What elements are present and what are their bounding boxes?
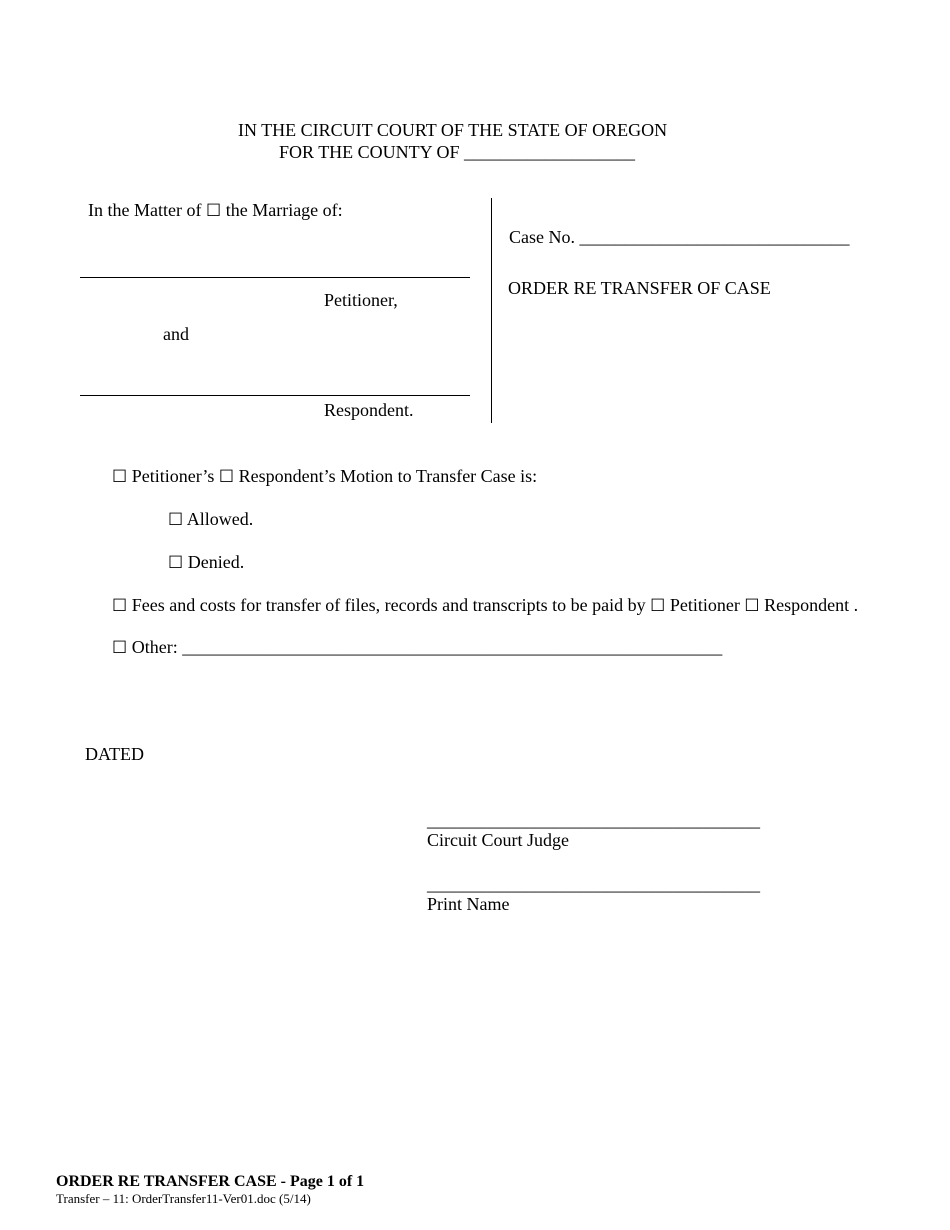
dated-label: DATED [85,744,144,764]
allowed-checkbox[interactable]: ☐ [168,510,184,530]
fees-text: Fees and costs for transfer of files, records and transcripts to be paid by [131,595,646,615]
print-name-line[interactable]: _____________________________________ [427,874,760,894]
matter-prefix: In the Matter of [88,200,202,220]
other-checkbox[interactable]: ☐ [112,638,128,658]
fees-respondent-checkbox[interactable]: ☐ [744,596,760,616]
other-field[interactable]: Other: ____________________________________________________________ [131,637,723,657]
case-number-field[interactable]: Case No. ______________________________ [509,227,850,247]
motion-respondent-label: Respondent’s Motion to Transfer Case is: [238,466,538,486]
respondent-name-line[interactable] [80,395,470,396]
and-label: and [163,324,189,344]
fees-respondent-label: Respondent . [764,595,859,615]
judge-label: Circuit Court Judge [427,830,569,850]
petitioner-label: Petitioner, [324,290,398,310]
allowed-option [168,509,253,531]
respondent-motion-checkbox[interactable]: ☐ [218,467,235,487]
county-heading: FOR THE COUNTY OF ___________________ [279,142,636,162]
allowed-label: Allowed. [186,509,254,529]
caption-divider [491,198,492,423]
document-title: ORDER RE TRANSFER OF CASE [508,278,771,298]
fees-petitioner-checkbox[interactable]: ☐ [650,596,666,616]
denied-option [168,552,244,574]
matter-line [88,200,343,222]
fees-petitioner-label: Petitioner [669,595,740,615]
denied-label: Denied. [187,552,245,572]
footer-title: ORDER RE TRANSFER CASE - Page 1 of 1 [56,1173,365,1190]
judge-signature-line[interactable]: _____________________________________ [427,810,760,830]
matter-suffix: the Marriage of: [225,200,343,220]
petitioner-name-line[interactable] [80,277,470,278]
denied-checkbox[interactable]: ☐ [168,553,184,573]
fees-checkbox[interactable]: ☐ [112,596,128,616]
fees-line [112,595,858,617]
court-heading: IN THE CIRCUIT COURT OF THE STATE OF OREGON [238,120,668,140]
motion-petitioner-label: Petitioner’s [131,466,215,486]
footer-subtitle: Transfer – 11: OrderTransfer11-Ver01.doc (5/14) [56,1191,311,1206]
marriage-checkbox[interactable]: ☐ [205,201,222,221]
other-line [112,637,722,659]
print-name-label: Print Name [427,894,510,914]
motion-line [112,466,537,488]
respondent-label: Respondent. [324,400,414,420]
petitioner-motion-checkbox[interactable]: ☐ [112,467,128,487]
